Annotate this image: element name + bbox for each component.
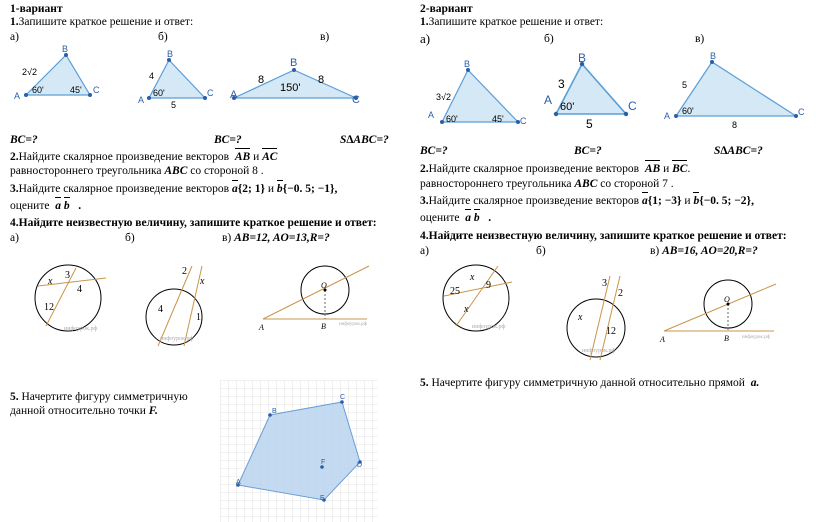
label-A: A: [259, 323, 264, 332]
label-C: C: [628, 99, 637, 113]
side-8: 8: [732, 120, 738, 130]
label-C: C: [93, 85, 100, 95]
label-C: C: [520, 116, 527, 126]
label-3: 3: [65, 270, 70, 281]
angle-A: 60': [446, 114, 458, 124]
task4-a-label: а): [10, 232, 19, 244]
side-3: 3: [558, 77, 565, 91]
label-C: C: [340, 394, 346, 401]
side-label: 2√2: [22, 67, 37, 77]
triangle-figure-b: [540, 52, 645, 132]
label-B: B: [290, 57, 298, 69]
label-3: 3: [602, 278, 607, 289]
angle-C: 45': [492, 114, 504, 124]
task1-b-label: б): [544, 33, 554, 45]
task4-c-label: в) AB=12, AO=13,R=?: [222, 232, 330, 244]
label-B: B: [272, 408, 277, 415]
task4-a-label: а): [420, 245, 429, 257]
task1-a-label: а): [10, 31, 19, 43]
variant-title: 2-вариант: [420, 3, 473, 15]
task3-line2: оцените a b .: [10, 200, 82, 212]
variant-title: 1-вариант: [10, 3, 63, 15]
label-C: C: [798, 107, 805, 117]
answer-c: S∆ABC=?: [340, 134, 389, 146]
triangle-figure-a: [420, 58, 535, 130]
label-B: B: [464, 59, 471, 69]
answer-c: S∆ABC=?: [714, 145, 763, 157]
angle-C: 45': [70, 85, 82, 95]
label-A: A: [660, 335, 665, 344]
label-4: 4: [158, 304, 163, 315]
task2-line2: равностороннего треугольника ABC со стороной 8 .: [10, 165, 264, 177]
angle-A: 60': [682, 106, 694, 116]
label-B: B: [578, 51, 587, 65]
label-x: x: [48, 276, 53, 287]
answer-b: BC=?: [214, 134, 242, 146]
label-12: 12: [606, 326, 616, 337]
label-x: x: [200, 276, 205, 287]
label-A: A: [664, 111, 671, 121]
watermark: инфоурок.рф: [472, 324, 506, 330]
label-12: 12: [44, 302, 54, 313]
watermark: инфоурок.рф: [339, 322, 367, 327]
task5-line2: данной относительно точки F.: [10, 405, 158, 417]
label-1: 1: [196, 312, 201, 323]
side-5: 5: [682, 80, 688, 90]
answer-a: BC=?: [420, 145, 448, 157]
label-B: B: [724, 334, 729, 343]
angle-A: 60': [560, 101, 575, 113]
label-4: 4: [77, 284, 82, 295]
task1-b-label: б): [158, 31, 168, 43]
side-5: 5: [171, 100, 177, 110]
task1-a-label: а): [420, 31, 431, 46]
label-x-top: x: [470, 272, 475, 283]
label-A: A: [544, 93, 553, 107]
task5-line1: 5. Начертите фигуру симметричную: [10, 391, 188, 403]
label-A: A: [428, 110, 435, 120]
task3-line2: оцените a b .: [420, 212, 492, 224]
circle-figure-a: [30, 262, 110, 342]
label-x: x: [578, 312, 583, 323]
answer-b: BC=?: [574, 145, 602, 157]
watermark: инфоурок.рф: [160, 336, 194, 342]
side-label: 3√2: [436, 92, 451, 102]
task3-line1: 3.Найдите скалярное произведение векторов a{1; −3} и b{−0. 5; −2},: [420, 195, 754, 207]
label-C: C: [207, 88, 214, 98]
grid-figure: [220, 380, 378, 522]
label-B: B: [62, 44, 69, 54]
task1-heading: 1.Запишите краткое решение и ответ:: [10, 16, 194, 28]
task1-c-label: в): [320, 31, 330, 43]
task2-line1: 2.Найдите скалярное произведение векторов AB и BC.: [420, 163, 691, 175]
angle-B: 150': [280, 82, 301, 94]
label-2: 2: [618, 288, 623, 299]
side-8-right: 8: [318, 74, 325, 86]
triangle-figure-c: [660, 50, 810, 130]
label-9: 9: [486, 280, 491, 291]
label-O: O: [724, 295, 730, 304]
watermark: инфоурок.рф: [582, 348, 616, 354]
task5-line: 5. Начертите фигуру симметричную данной относительно прямой a.: [420, 377, 760, 389]
task4-heading: 4.Найдите неизвестную величину, запишите краткое решение и ответ:: [420, 230, 787, 242]
angle-A: 60': [153, 88, 165, 98]
triangle-figure-c: [228, 55, 378, 105]
task1-c-label: в): [695, 33, 705, 45]
label-B: B: [321, 322, 326, 331]
task3-line1: 3.Найдите скалярное произведение векторов a{2; 1} и b{−0. 5; −1},: [10, 183, 338, 195]
label-E: E: [320, 495, 325, 502]
side-5: 5: [586, 117, 593, 131]
answer-a: BC=?: [10, 134, 38, 146]
label-C: C: [352, 94, 360, 106]
label-B: B: [710, 51, 717, 61]
tangent-figure-c: [255, 262, 375, 332]
watermark: инфоурок.рф: [64, 326, 98, 332]
label-25: 25: [450, 286, 460, 297]
label-x-bottom: x: [464, 304, 469, 315]
label-A: A: [230, 89, 238, 101]
task2-line1: 2.Найдите скалярное произведение векторов AB и AC: [10, 151, 278, 163]
circle-figure-b: [560, 272, 640, 364]
task1-heading: 1.Запишите краткое решение и ответ:: [420, 16, 604, 28]
label-A: A: [14, 91, 21, 101]
label-2: 2: [182, 266, 187, 277]
label-A: A: [236, 479, 241, 486]
task4-b-label: б): [125, 232, 135, 244]
triangle-figure-a: [10, 45, 120, 105]
label-D: D: [357, 462, 363, 469]
triangle-figure-b: [135, 50, 225, 110]
side-4: 4: [149, 71, 155, 81]
angle-A: 60': [32, 85, 44, 95]
circle-figure-b: [140, 262, 220, 352]
tangent-figure-c: [656, 278, 780, 346]
label-F: F: [321, 459, 326, 466]
task4-c-label: в) AB=16, AO=20,R=?: [650, 245, 758, 257]
side-8-left: 8: [258, 74, 265, 86]
label-A: A: [138, 95, 145, 105]
task2-line2: равностороннего треугольника ABC со стороной 7 .: [420, 178, 674, 190]
task4-b-label: б): [536, 245, 546, 257]
task4-heading: 4.Найдите неизвестную величину, запишите краткое решение и ответ:: [10, 217, 377, 229]
label-B: B: [167, 49, 174, 59]
label-O: O: [321, 281, 327, 290]
circle-figure-a: [440, 262, 520, 338]
watermark: инфоурок.рф: [742, 335, 770, 340]
